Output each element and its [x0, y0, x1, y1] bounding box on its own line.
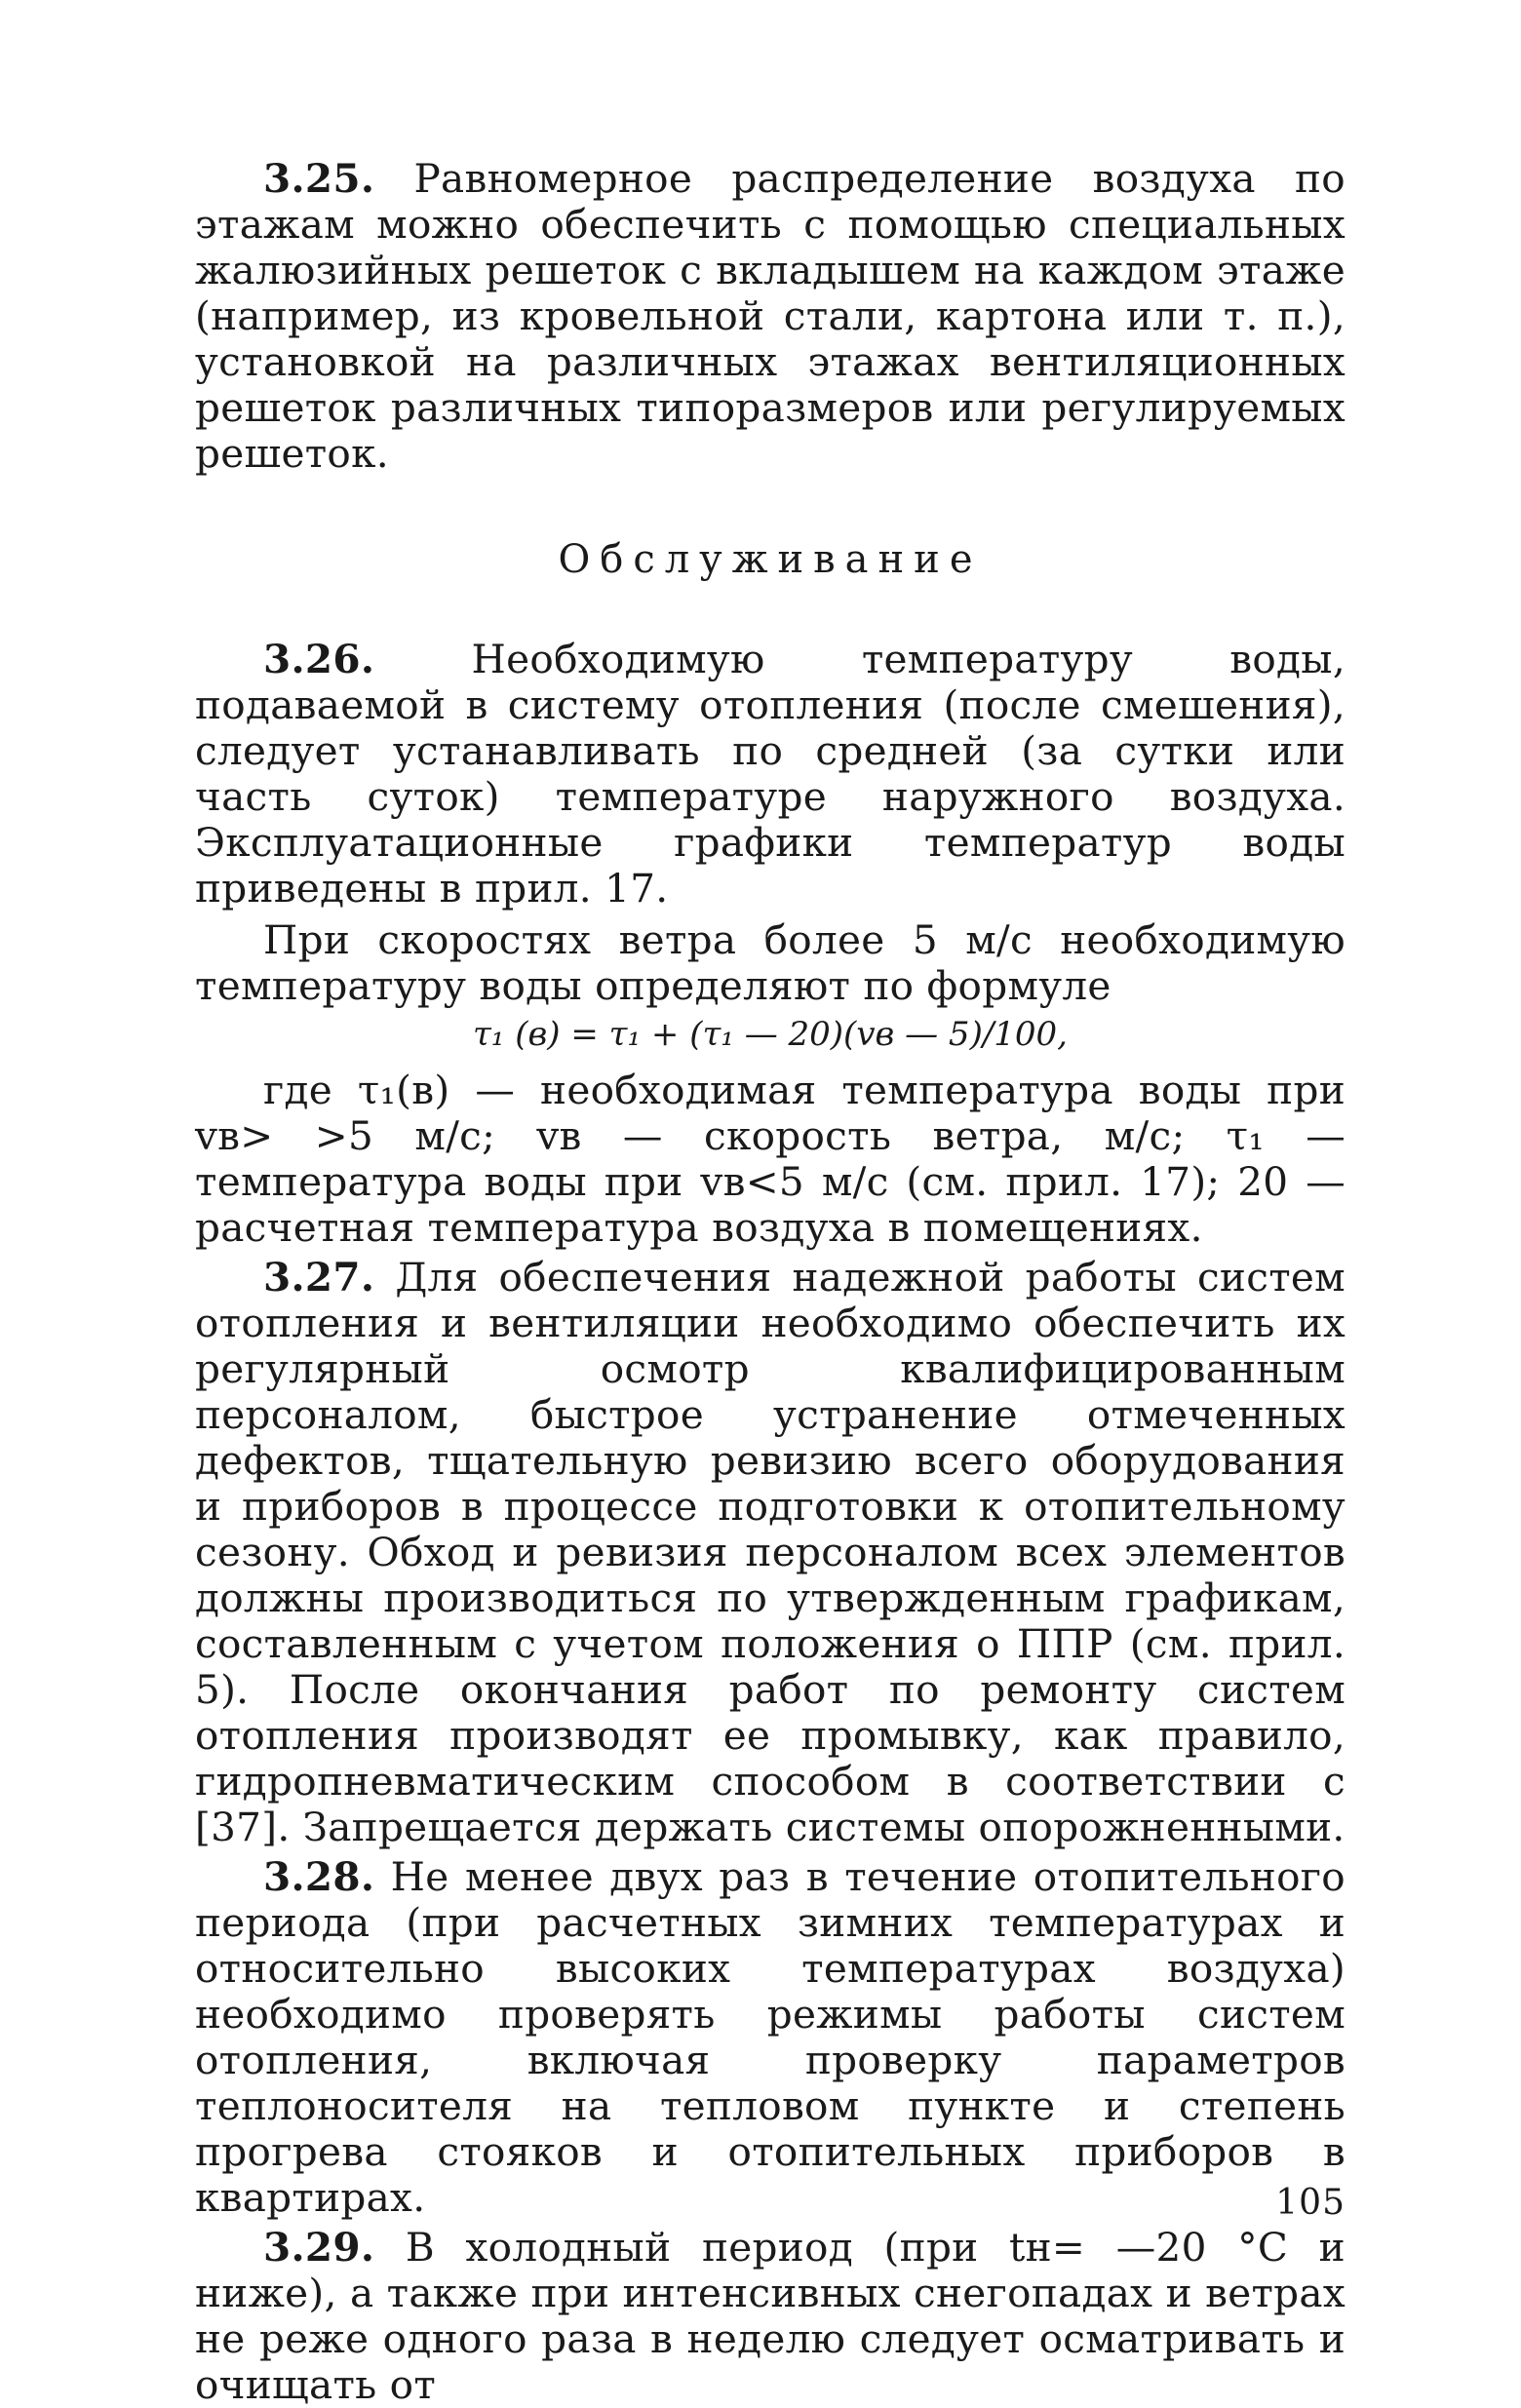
paragraph-number: 3.29.: [263, 2224, 375, 2271]
paragraph-3-28: [195, 1854, 1346, 2221]
paragraph-3-25: [195, 156, 1346, 477]
paragraph-number: 3.25.: [263, 155, 375, 202]
paragraph-number: 3.28.: [263, 1853, 375, 1900]
paragraph-number: 3.27.: [263, 1254, 375, 1301]
paragraph-3-29: [195, 2225, 1346, 2408]
paragraph-formula-legend: где τ₁(в) — необходимая температура воды при vв> >5 м/с; vв — скорость ветра, м/с; τ₁ — температура воды при vв<5 м/с (см. прил. 17); 20 — расчетная температура воздуха в помещениях.: [195, 1067, 1346, 1251]
paragraph-3-27: [195, 1255, 1346, 1850]
page-number: 105: [1275, 2183, 1346, 2223]
paragraph-wind-speed: При скоростях ветра более 5 м/с необходимую температуру воды определяют по формуле: [195, 916, 1346, 1009]
formula: τ₁ (в) = τ₁ + (τ₁ — 20)(vв — 5)/100,: [473, 1015, 1068, 1054]
paragraph-text: Не менее двух раз в течение отопительного периода (при расчетных зимних температурах и относительно высоких температурах воздуха) необходимо проверять режимы работы систем отопления, включая проверку параметров теплоносителя на тепловом пункте и степень прогрева стояков и отопительных приборов в квартирах.: [195, 1853, 1346, 2221]
document-page: [195, 155, 1346, 2408]
paragraph-text: Необходимую температуру воды, подаваемой в систему отопления (после смешения), следует устанавливать по средней (за сутки или часть суток) температуре наружного воздуха. Эксплуатационные графики температур воды приведены в прил. 17.: [195, 636, 1346, 912]
paragraph-3-26: [195, 637, 1346, 912]
paragraph-text: В холодный период (при tн= —20 °С и ниже), а также при интенсивных снегопадах и ветрах не реже одного раза в неделю следует осматривать и очищать от: [195, 2224, 1346, 2408]
paragraph-text: Равномерное распределение воздуха по этажам можно обеспечить с помощью специальных жалюзийных решеток с вкладышем на каждом этаже (например, из кровельной стали, картона или т. п.), установкой на различных этажах вентиляционных решеток различных типоразмеров или регулируемых решеток.: [195, 155, 1346, 477]
section-heading: Обслуживание: [558, 537, 983, 582]
paragraph-text: Для обеспечения надежной работы систем отопления и вентиляции необходимо обеспечить их регулярный осмотр квалифицированным персоналом, быстрое устранение отмеченных дефектов, тщательную ревизию всего оборудования и приборов в процессе подготовки к отопительному сезону. Обход и ревизия персоналом всех элементов должны производиться по утвержденным графикам, составленным с учетом положения о ППР (см. прил. 5). После окончания работ по ремонту систем отопления производят ее промывку, как правило, гидропневматическим способом в соответствии с [37]. Запрещается держать системы опорожненными.: [195, 1254, 1346, 1850]
paragraph-number: 3.26.: [263, 636, 375, 682]
